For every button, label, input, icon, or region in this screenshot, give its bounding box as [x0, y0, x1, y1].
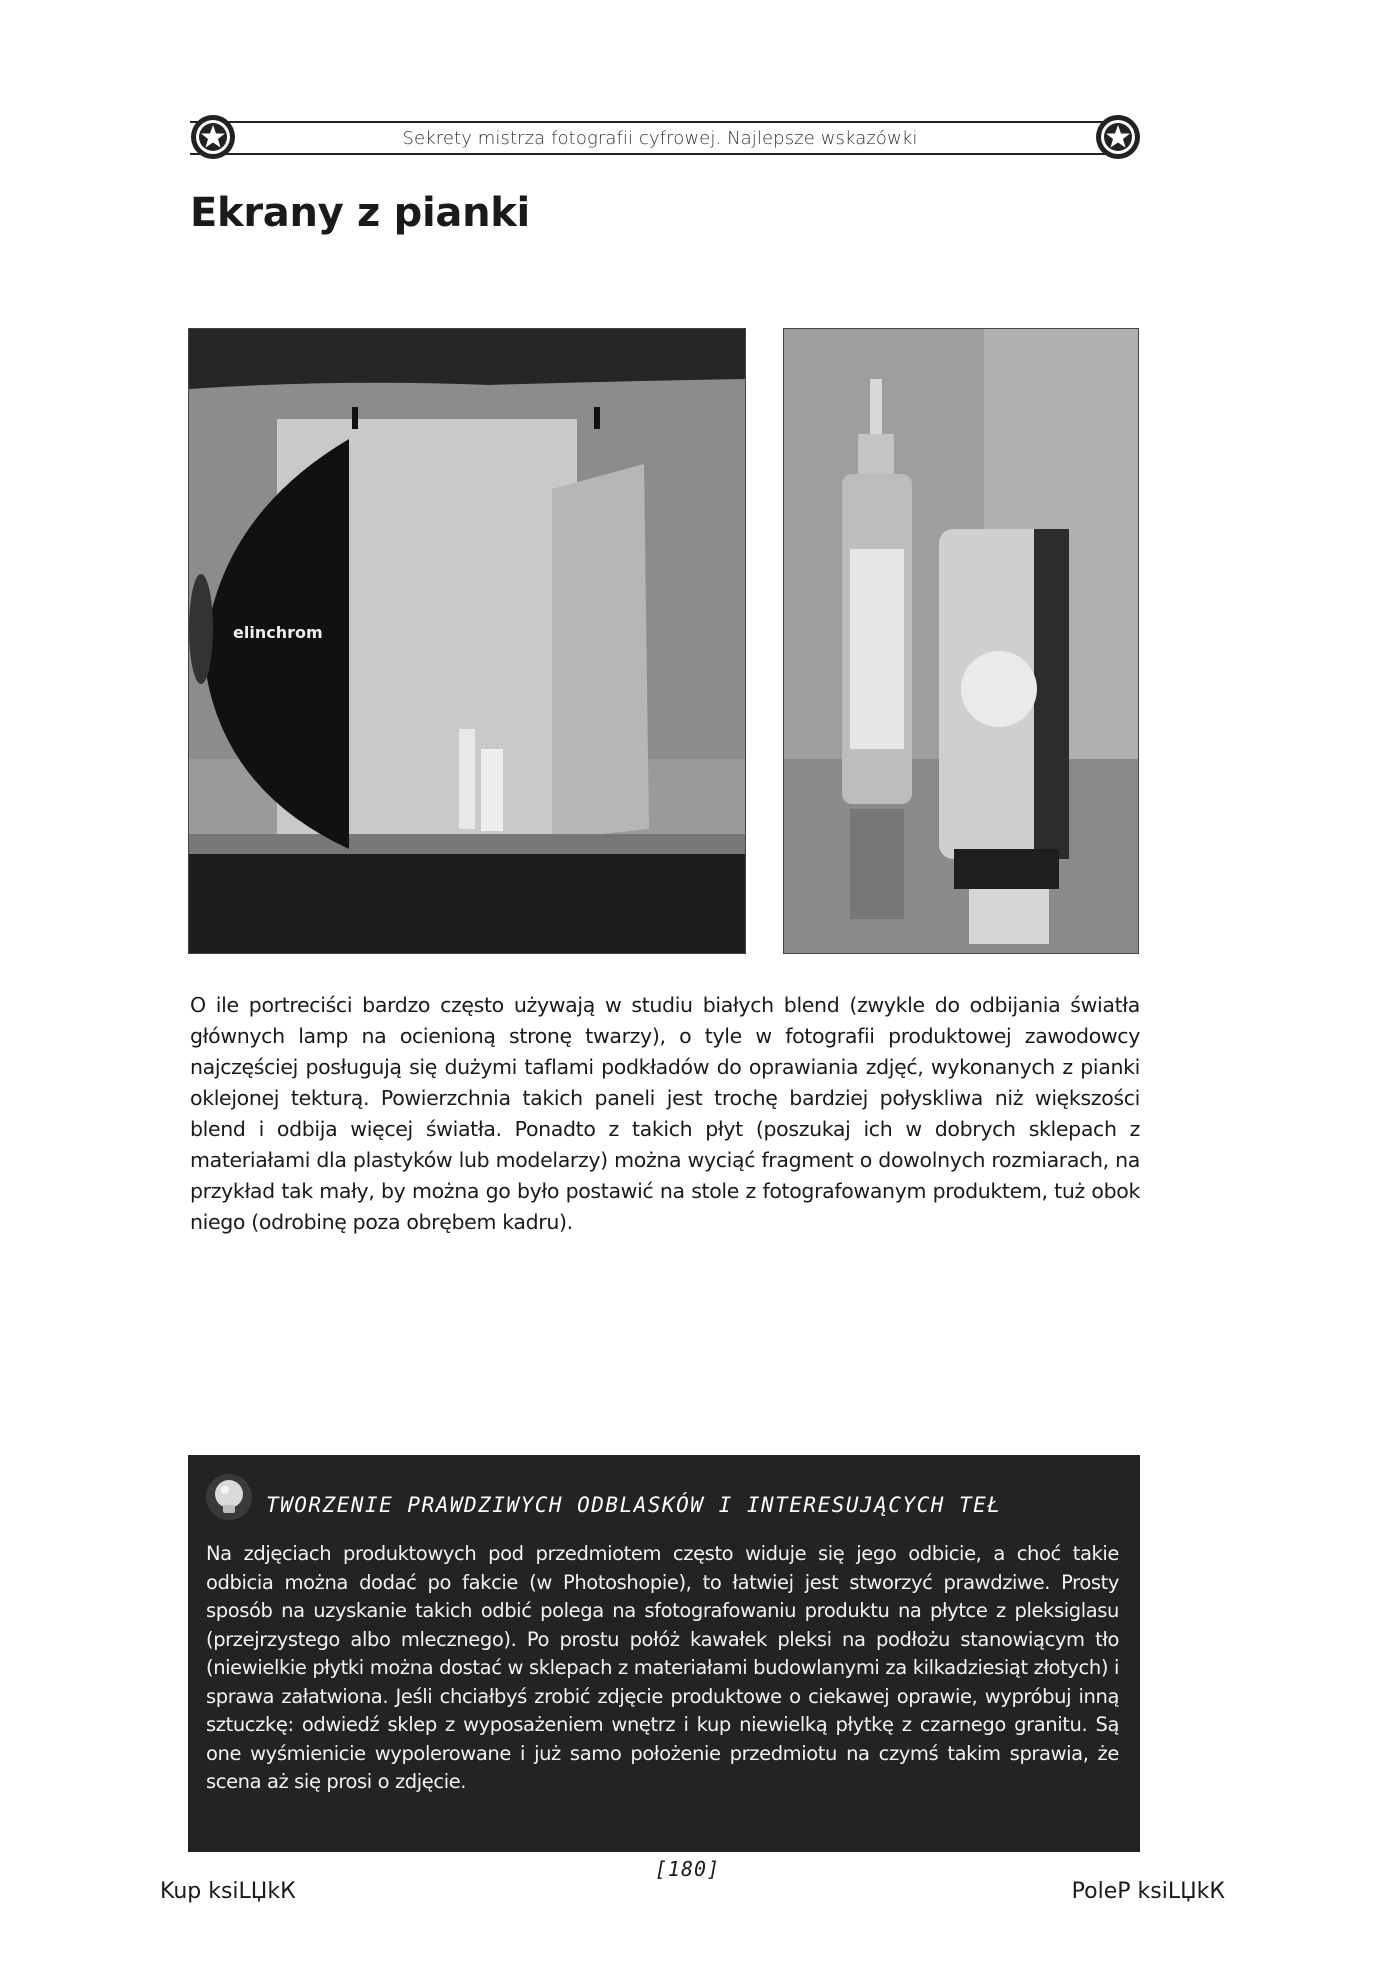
star-badge-icon	[1094, 113, 1142, 161]
lightbulb-icon	[205, 1473, 253, 1521]
running-title: Sekrety mistrza fotografii cyfrowej. Najlepsze wskazówki	[402, 127, 918, 149]
footer-recommend-book-link[interactable]: PoleР ksiLЏkК	[1071, 1879, 1225, 1904]
tip-heading: TWORZENIE PRAWDZIWYCH ODBLASKÓW I INTERESUJĄCYCH TEŁ	[266, 1493, 1002, 1517]
tip-text: Na zdjęciach produktowych pod przedmiotem często widuje się jego odbicie, a choć takie odbicia można dodać po fakcie (w Photoshopie), to łatwiej jest stworzyć prawdziwe. Prosty sposób na uzyskanie takich odbić polega na sfotografowaniu produktu na płytce z pleksiglasu (przejrzystego albo mlecznego). Po prostu połóż kawałek pleksi na podłożu stanowiącym tło (niewielkie płytki można dostać w sklepach z materiałami budowlanymi za kilkadziesiąt złotych) i sprawa załatwiona. Jeśli chciałbyś zrobić zdjęcie produktowe o ciekawej oprawie, wypróbuj inną sztuczkę: odwiedź sklep z wyposażeniem wnętrz i kup niewielką płytkę z czarnego granitu. Są one wyśmienicie wypolerowane i już samo położenie przedmiotu na czymś takim sprawia, że scena aż się prosi o zdjęcie.	[206, 1542, 1119, 1793]
page-number: [180]	[654, 1857, 721, 1881]
product-photo	[783, 328, 1139, 954]
footer-buy-book-link[interactable]: Kup ksiLЏkК	[160, 1879, 296, 1904]
softbox-brand-label: elinchrom	[233, 623, 323, 642]
page-title: Ekrany z pianki	[190, 190, 530, 236]
star-badge-icon	[189, 113, 237, 161]
body-paragraph: O ile portreciści bardzo często używają w studiu białych blend (zwykle do odbijania światła głównych lamp na ocienioną stronę twarzy), o tyle w fotografii produktowej zawodowcy najczęściej posługują się dużymi taflami podkładów do oprawiania zdjęć, wykonanych z pianki oklejonej tekturą. Powierzchnia takich paneli jest trochę bardziej połyskliwa niż większości blend i odbija więcej światła. Ponadto z takich płyt (poszukaj ich w dobrych sklepach z materiałami dla plastyków lub modelarzy) można wyciąć fragment o dowolnych rozmiarach, na przykład tak mały, by można go było postawić na stole z fotografowanym produktem, tuż obok niego (odrobinę poza obrębem kadru).	[190, 993, 1140, 1234]
tip-box	[188, 1455, 1140, 1852]
running-header	[190, 121, 1130, 155]
studio-setup-photo	[188, 328, 746, 954]
